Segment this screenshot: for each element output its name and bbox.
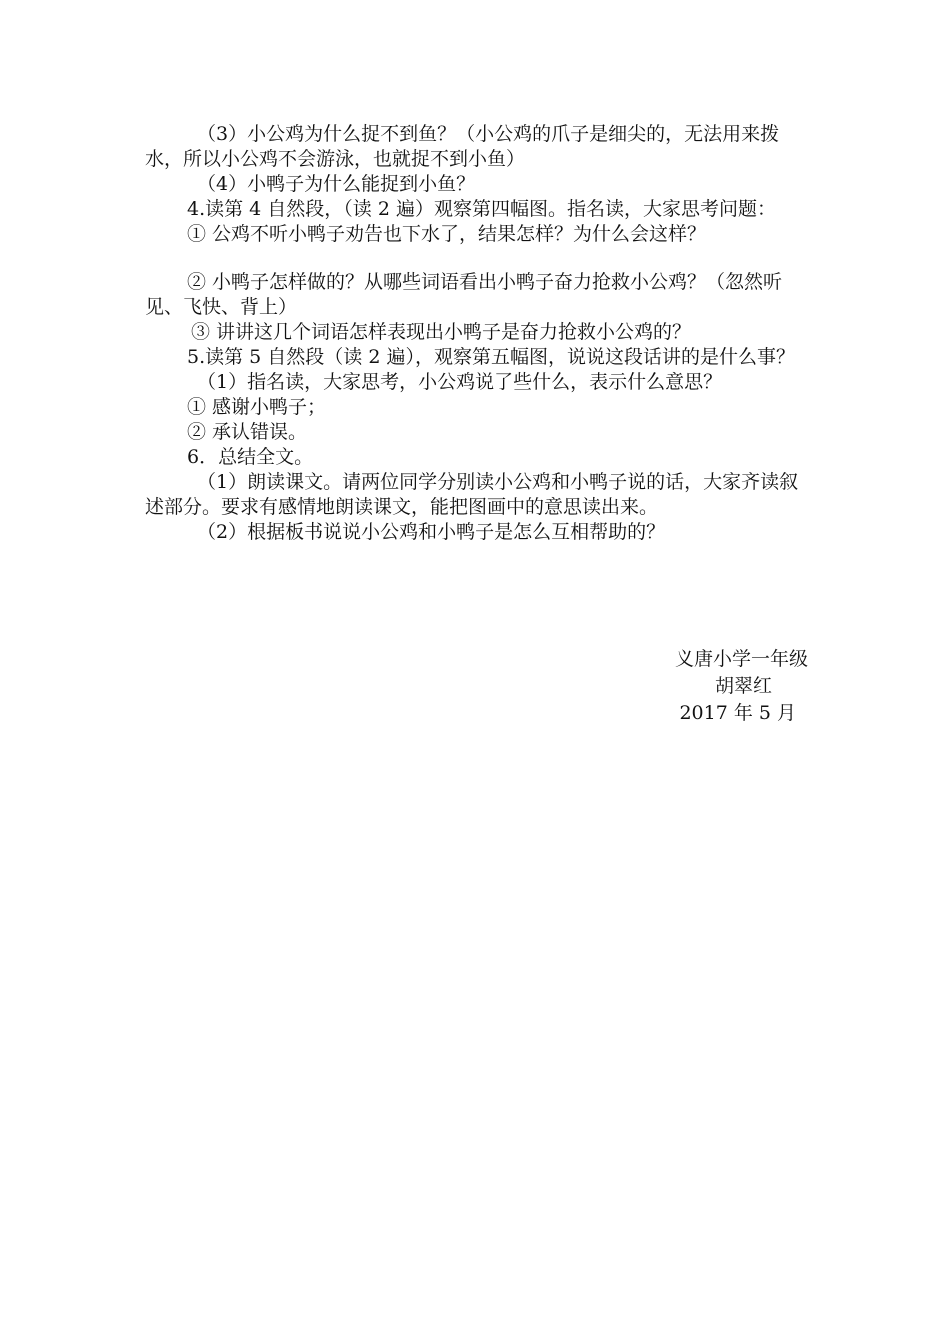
- step-5-item-2: ② 承认错误。: [187, 421, 308, 443]
- step-5-item-1: ① 感谢小鸭子；: [187, 396, 327, 418]
- step-4-item-1: ① 公鸡不听小鸭子劝告也下水了，结果怎样？为什么会这样？: [187, 223, 707, 245]
- author-name: 胡翠红: [714, 675, 772, 697]
- step-6-item-1: （1）朗读课文。请两位同学分别读小公鸡和小鸭子说的话，大家齐读叙述部分。要求有感情地朗读课文，能把图画中的意思读出来。: [145, 471, 799, 518]
- step-6-heading: 6．总结全文。: [187, 446, 314, 468]
- step-6-item-2: （2）根据板书说说小公鸡和小鸭子是怎么互相帮助的？: [197, 521, 666, 543]
- document-body: [145, 122, 810, 545]
- signature-block: [675, 646, 808, 727]
- question-3: （3）小公鸡为什么捉不到鱼？（小公鸡的爪子是细尖的，无法用来拨水，所以小公鸡不会游泳，也就捉不到小鱼）: [145, 123, 780, 170]
- paragraph-gap: [145, 247, 810, 270]
- step-4-item-3: ③ 讲讲这几个词语怎样表现出小鸭子是奋力抢救小公鸡的？: [191, 321, 692, 343]
- step-4-heading: 4.读第 4 自然段，（读 2 遍）观察第四幅图。指名读，大家思考问题：: [187, 198, 776, 220]
- document-date: 2017 年 5 月: [679, 702, 796, 724]
- step-5-heading: 5.读第 5 自然段（读 2 遍），观察第五幅图，说说这段话讲的是什么事？: [187, 346, 795, 368]
- step-5-question-1: （1）指名读，大家思考，小公鸡说了些什么，表示什么意思？: [197, 371, 723, 393]
- school-name: 义唐小学一年级: [674, 648, 808, 670]
- question-4: （4）小鸭子为什么能捉到小鱼？: [197, 173, 476, 195]
- step-4-item-2: ② 小鸭子怎样做的？从哪些词语看出小鸭子奋力抢救小公鸡？（忽然听见、飞快、背上）: [145, 271, 783, 318]
